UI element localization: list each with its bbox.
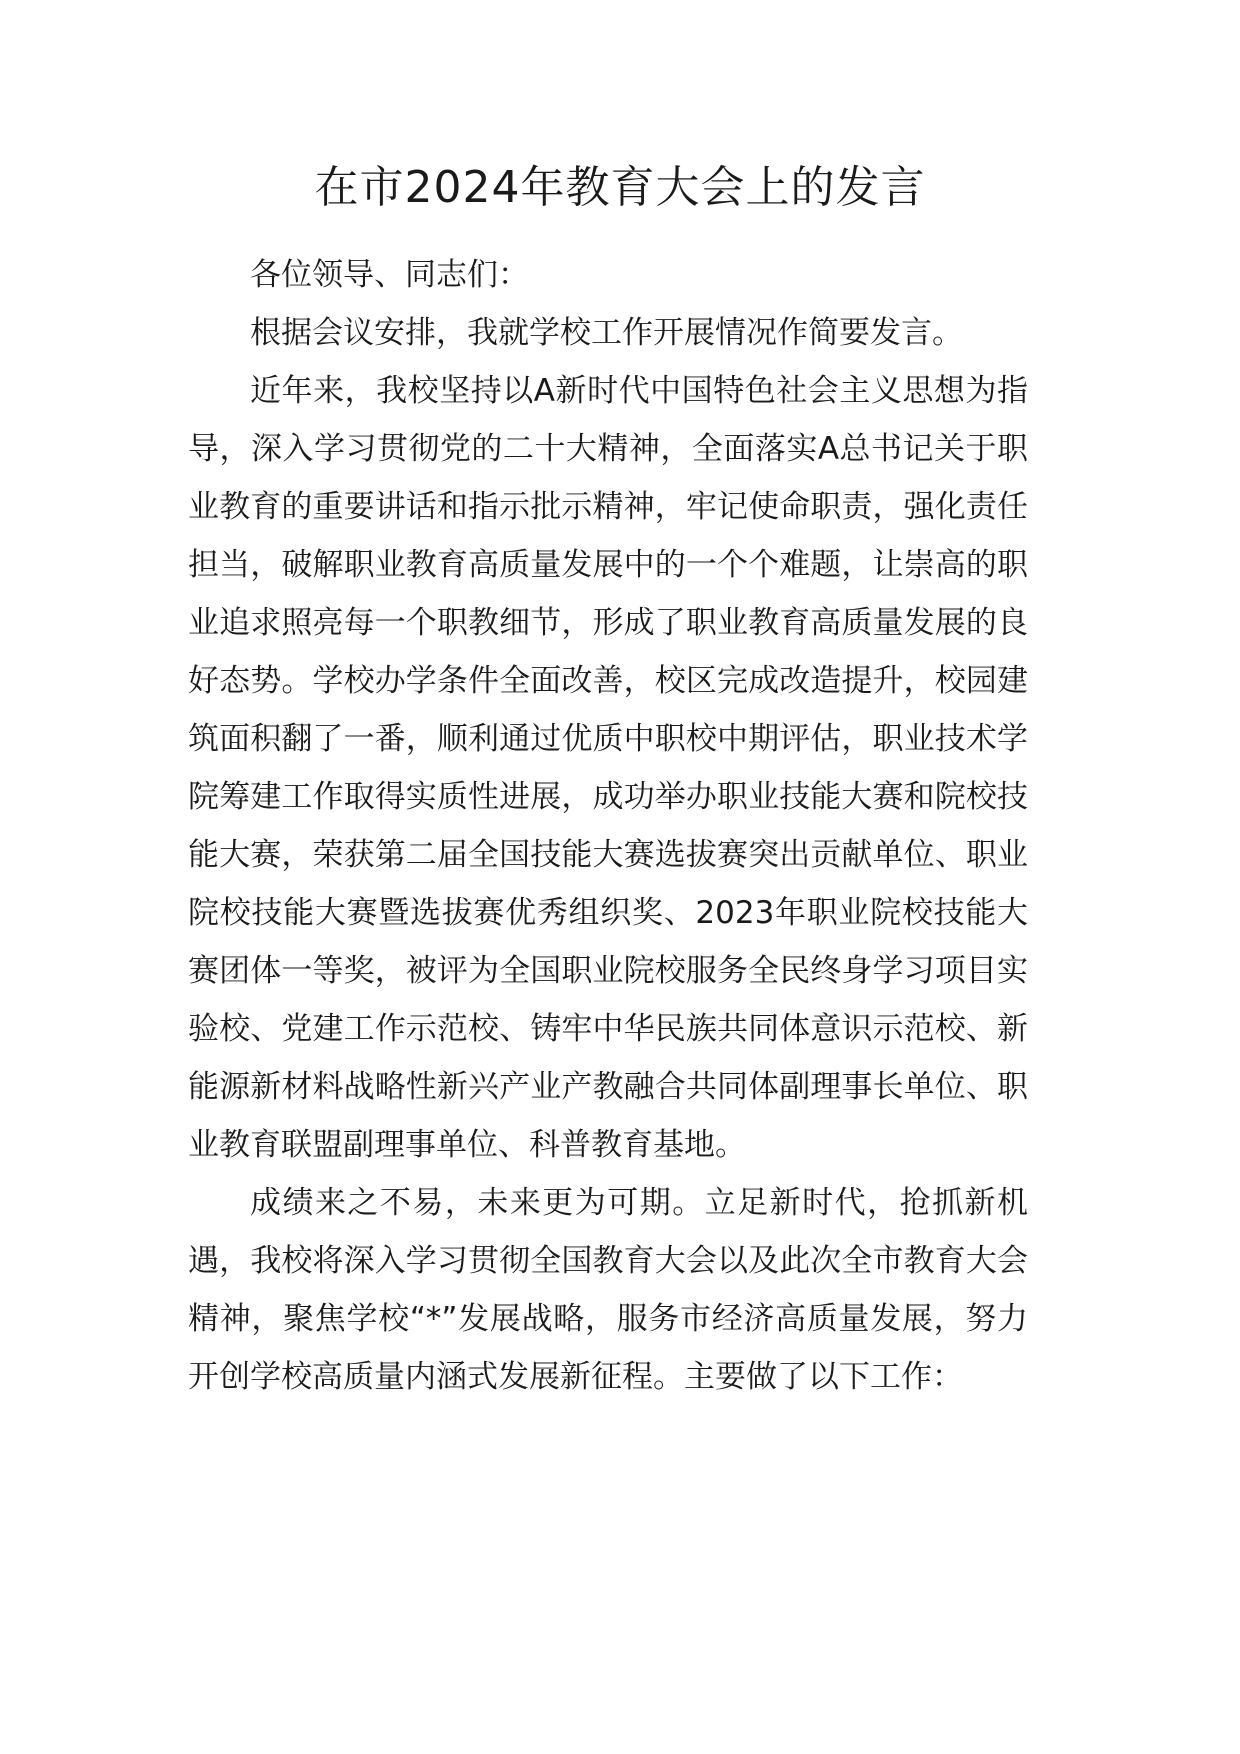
salutation-paragraph: 各位领导、同志们： xyxy=(250,257,529,293)
document-title: 在市2024年教育大会上的发言 xyxy=(314,162,926,213)
outlook-paragraph: 成绩来之不易，未来更为可期。立足新时代，抢抓新机遇，我校将深入学习贯彻全国教育大会以及此次全市教育大会精神，聚焦学校“*”发展战略，服务市经济高质量发展，努力开创学校高质量内涵式发展新征程。主要做了以下工作： xyxy=(188,1185,1028,1395)
intro-paragraph: 根据会议安排，我就学校工作开展情况作简要发言。 xyxy=(250,315,963,351)
document-body xyxy=(188,246,1028,1406)
achievements-paragraph: 近年来，我校坚持以A新时代中国特色社会主义思想为指导，深入学习贯彻党的二十大精神，全面落实A总书记关于职业教育的重要讲话和指示批示精神，牢记使命职责，强化责任担当，破解职业教育高质量发展中的一个个难题，让崇高的职业追求照亮每一个职教细节，形成了职业教育高质量发展的良好态势。学校办学条件全面改善，校区完成改造提升，校园建筑面积翻了一番，顺利通过优质中职校中期评估，职业技术学院筹建工作取得实质性进展，成功举办职业技能大赛和院校技能大赛，荣获第二届全国技能大赛选拔赛突出贡献单位、职业院校技能大赛暨选拔赛优秀组织奖、2023年职业院校技能大赛团体一等奖，被评为全国职业院校服务全民终身学习项目实验校、党建工作示范校、铸牢中华民族共同体意识示范校、新能源新材料战略性新兴产业产教融合共同体副理事长单位、职业教育联盟副理事单位、科普教育基地。 xyxy=(188,373,1028,1163)
